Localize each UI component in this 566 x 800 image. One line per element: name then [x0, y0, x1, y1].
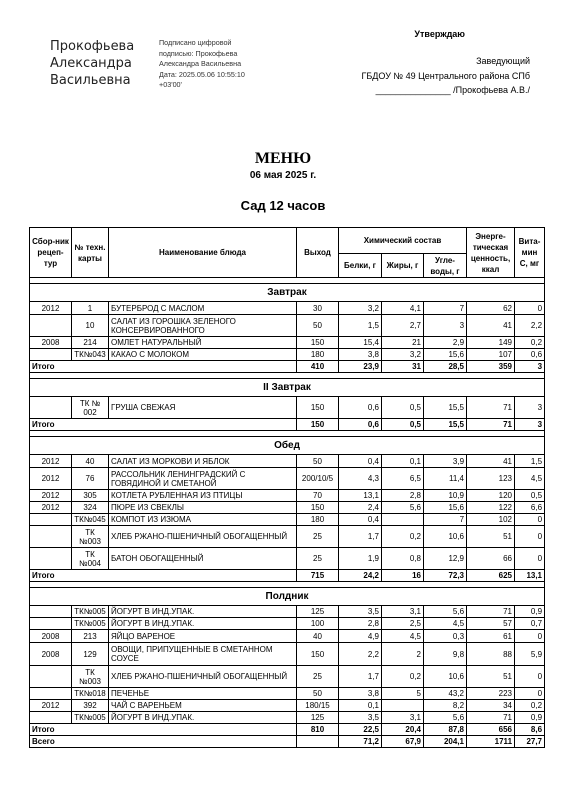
table-row	[30, 643, 545, 666]
total-u: 87,8	[424, 724, 467, 736]
cell-name: ЙОГУРТ В ИНД.УПАК.	[109, 712, 297, 724]
cell-zh: 0,8	[382, 548, 424, 570]
cell-s	[30, 526, 72, 548]
cell-s	[30, 618, 72, 630]
header-vyhod: Выход	[297, 228, 339, 278]
cell-out: 180	[297, 349, 339, 361]
cell-zh: 21	[382, 337, 424, 349]
grand-total-v: 27,7	[515, 736, 545, 748]
grand-total-zh: 67,9	[382, 736, 424, 748]
cell-zh: 3,2	[382, 349, 424, 361]
cell-s: 2012	[30, 455, 72, 468]
cell-name: КОМПОТ ИЗ ИЗЮМА	[109, 514, 297, 526]
cell-out: 40	[297, 630, 339, 643]
cell-v: 0	[515, 514, 545, 526]
section-title: Полдник	[30, 588, 545, 606]
cell-u: 5,6	[424, 606, 467, 618]
cell-out: 150	[297, 643, 339, 666]
cell-v: 0,2	[515, 337, 545, 349]
total-b: 24,2	[339, 570, 382, 582]
signature-info-line: Александра Васильевна	[159, 59, 242, 69]
cell-u: 3,9	[424, 455, 467, 468]
total-u: 28,5	[424, 361, 467, 373]
cell-e: 71	[467, 712, 515, 724]
cell-b: 1,7	[339, 666, 382, 688]
cell-u: 10,6	[424, 526, 467, 548]
cell-tk: ТК №003	[72, 526, 109, 548]
cell-s	[30, 688, 72, 700]
grand-total-b: 71,2	[339, 736, 382, 748]
cell-v: 0,9	[515, 606, 545, 618]
cell-out: 30	[297, 302, 339, 315]
cell-s: 2012	[30, 302, 72, 315]
cell-e: 41	[467, 455, 515, 468]
page-title: МЕНЮ	[254, 150, 312, 167]
cell-out: 70	[297, 490, 339, 502]
cell-zh: 4,1	[382, 302, 424, 315]
group-title: Сад 12 часов	[240, 198, 326, 213]
cell-zh: 2	[382, 643, 424, 666]
cell-v: 0,6	[515, 349, 545, 361]
total-e: 359	[467, 361, 515, 373]
header-vitamin: Вита-мин С, мг	[515, 228, 545, 278]
table-row	[30, 514, 545, 526]
total-row	[30, 570, 545, 582]
signature-info-line: Дата: 2025.05.06 10:55:10	[159, 69, 245, 79]
table-row	[30, 490, 545, 502]
cell-b: 3,2	[339, 302, 382, 315]
cell-e: 41	[467, 315, 515, 337]
cell-u: 0,3	[424, 630, 467, 643]
cell-out: 150	[297, 397, 339, 419]
cell-s	[30, 315, 72, 337]
cell-tk: 392	[72, 700, 109, 712]
cell-name: ЙОГУРТ В ИНД.УПАК.	[109, 618, 297, 630]
total-out: 410	[297, 361, 339, 373]
signature-info-line: подписью: Прокофьева	[159, 48, 238, 58]
cell-tk: ТК№045	[72, 514, 109, 526]
approval-line: ГБДОУ № 49 Центрального района СПб	[361, 70, 530, 81]
cell-v: 0	[515, 666, 545, 688]
cell-e: 62	[467, 302, 515, 315]
cell-b: 2,8	[339, 618, 382, 630]
approval-label: Утверждаю	[414, 29, 465, 39]
cell-v: 0	[515, 302, 545, 315]
cell-s	[30, 606, 72, 618]
cell-zh: 4,5	[382, 630, 424, 643]
cell-b: 13,1	[339, 490, 382, 502]
total-out: 810	[297, 724, 339, 736]
cell-zh: 2,8	[382, 490, 424, 502]
cell-v: 1,5	[515, 455, 545, 468]
cell-u: 15,6	[424, 502, 467, 514]
cell-out: 200/10/5	[297, 468, 339, 490]
cell-s: 2008	[30, 337, 72, 349]
signature-name-line: Васильевна	[50, 73, 131, 88]
total-e: 625	[467, 570, 515, 582]
approval-line: _______________ /Прокофьева А.В./	[375, 85, 530, 96]
total-zh: 20,4	[382, 724, 424, 736]
cell-tk: ТК № 002	[72, 397, 109, 419]
cell-b: 4,9	[339, 630, 382, 643]
cell-u: 12,9	[424, 548, 467, 570]
table-row	[30, 712, 545, 724]
cell-e: 51	[467, 526, 515, 548]
cell-b: 0,1	[339, 700, 382, 712]
table-row	[30, 349, 545, 361]
cell-e: 34	[467, 700, 515, 712]
cell-tk: ТК №004	[72, 548, 109, 570]
cell-b: 3,8	[339, 349, 382, 361]
table-row	[30, 455, 545, 468]
cell-e: 57	[467, 618, 515, 630]
table-row	[30, 397, 545, 419]
total-e: 656	[467, 724, 515, 736]
cell-b: 3,8	[339, 688, 382, 700]
cell-s	[30, 666, 72, 688]
cell-v: 5,9	[515, 643, 545, 666]
cell-b: 15,4	[339, 337, 382, 349]
cell-u: 9,8	[424, 643, 467, 666]
total-zh: 31	[382, 361, 424, 373]
cell-e: 71	[467, 397, 515, 419]
cell-s	[30, 712, 72, 724]
cell-s: 2008	[30, 643, 72, 666]
cell-tk: ТК№005	[72, 712, 109, 724]
cell-b: 3,5	[339, 606, 382, 618]
cell-name: ХЛЕБ РЖАНО-ПШЕНИЧНЫЙ ОБОГАЩЕННЫЙ	[109, 666, 297, 688]
cell-name: БУТЕРБРОД С МАСЛОМ	[109, 302, 297, 315]
header-uglevody: Угле-воды, г	[424, 254, 467, 278]
grand-total-out	[297, 736, 339, 748]
cell-b: 4,3	[339, 468, 382, 490]
total-e: 71	[467, 419, 515, 431]
cell-e: 120	[467, 490, 515, 502]
cell-s: 2012	[30, 502, 72, 514]
cell-b: 0,4	[339, 514, 382, 526]
total-label: Итого	[30, 570, 297, 582]
cell-out: 125	[297, 606, 339, 618]
section-title: Обед	[30, 437, 545, 455]
cell-tk: 76	[72, 468, 109, 490]
table-row	[30, 502, 545, 514]
cell-out: 50	[297, 455, 339, 468]
cell-name: КОТЛЕТА РУБЛЕННАЯ ИЗ ПТИЦЫ	[109, 490, 297, 502]
cell-zh: 2,5	[382, 618, 424, 630]
cell-b: 1,5	[339, 315, 382, 337]
cell-u: 7	[424, 302, 467, 315]
cell-zh: 6,5	[382, 468, 424, 490]
section-header-row	[30, 284, 545, 302]
table-row	[30, 618, 545, 630]
cell-e: 61	[467, 630, 515, 643]
cell-name: САЛАТ ИЗ МОРКОВИ И ЯБЛОК	[109, 455, 297, 468]
total-b: 23,9	[339, 361, 382, 373]
table-row	[30, 606, 545, 618]
cell-name: КАКАО С МОЛОКОМ	[109, 349, 297, 361]
total-label: Итого	[30, 361, 297, 373]
cell-zh: 0,5	[382, 397, 424, 419]
cell-u: 2,9	[424, 337, 467, 349]
total-out: 715	[297, 570, 339, 582]
cell-s	[30, 397, 72, 419]
total-v: 8,6	[515, 724, 545, 736]
cell-tk: 305	[72, 490, 109, 502]
section-header-row	[30, 379, 545, 397]
cell-name: ПЕЧЕНЬЕ	[109, 688, 297, 700]
cell-out: 50	[297, 688, 339, 700]
cell-name: ПЮРЕ ИЗ СВЕКЛЫ	[109, 502, 297, 514]
cell-u: 15,6	[424, 349, 467, 361]
table-row	[30, 700, 545, 712]
approval-line: Заведующий	[476, 56, 530, 66]
approval-block	[362, 54, 530, 98]
cell-zh: 3,1	[382, 606, 424, 618]
cell-b: 2,2	[339, 643, 382, 666]
cell-e: 71	[467, 606, 515, 618]
cell-zh: 5	[382, 688, 424, 700]
total-row	[30, 724, 545, 736]
total-u: 72,3	[424, 570, 467, 582]
total-u: 15,5	[424, 419, 467, 431]
cell-name: ГРУША СВЕЖАЯ	[109, 397, 297, 419]
cell-u: 8,2	[424, 700, 467, 712]
cell-v: 0,5	[515, 490, 545, 502]
cell-name: ХЛЕБ РЖАНО-ПШЕНИЧНЫЙ ОБОГАЩЕННЫЙ	[109, 526, 297, 548]
cell-e: 88	[467, 643, 515, 666]
cell-name: САЛАТ ИЗ ГОРОШКА ЗЕЛЕНОГО КОНСЕРВИРОВАННОГО	[109, 315, 297, 337]
signature-name	[50, 38, 150, 89]
cell-tk: 40	[72, 455, 109, 468]
table-row	[30, 468, 545, 490]
cell-e: 102	[467, 514, 515, 526]
cell-u: 10,9	[424, 490, 467, 502]
cell-tk: ТК№005	[72, 606, 109, 618]
cell-e: 51	[467, 666, 515, 688]
cell-tk: ТК№043	[72, 349, 109, 361]
cell-tk: 214	[72, 337, 109, 349]
cell-zh: 0,2	[382, 666, 424, 688]
cell-v: 0,9	[515, 712, 545, 724]
grand-total-label: Всего	[30, 736, 297, 748]
cell-s: 2012	[30, 700, 72, 712]
cell-out: 180	[297, 514, 339, 526]
cell-v: 0	[515, 688, 545, 700]
grand-total-e: 1711	[467, 736, 515, 748]
cell-out: 100	[297, 618, 339, 630]
total-label: Итого	[30, 724, 297, 736]
table-row	[30, 688, 545, 700]
cell-u: 15,5	[424, 397, 467, 419]
cell-u: 4,5	[424, 618, 467, 630]
cell-tk: ТК№005	[72, 618, 109, 630]
signature-info	[159, 38, 245, 91]
cell-zh: 0,2	[382, 526, 424, 548]
cell-name: ЙОГУРТ В ИНД.УПАК.	[109, 606, 297, 618]
section-header-row	[30, 437, 545, 455]
cell-v: 2,2	[515, 315, 545, 337]
header-energy: Энерге-тическая ценность, ккал	[467, 228, 515, 278]
cell-e: 107	[467, 349, 515, 361]
total-v: 3	[515, 419, 545, 431]
cell-zh	[382, 700, 424, 712]
cell-out: 25	[297, 666, 339, 688]
cell-out: 25	[297, 526, 339, 548]
section-title: II Завтрак	[30, 379, 545, 397]
header-name: Наименование блюда	[109, 228, 297, 278]
total-v: 3	[515, 361, 545, 373]
total-b: 22,5	[339, 724, 382, 736]
table-row	[30, 526, 545, 548]
section-title: Завтрак	[30, 284, 545, 302]
cell-zh: 5,6	[382, 502, 424, 514]
cell-e: 123	[467, 468, 515, 490]
cell-out: 180/15	[297, 700, 339, 712]
cell-b: 2,4	[339, 502, 382, 514]
cell-v: 0,7	[515, 618, 545, 630]
menu-date: 06 мая 2025 г.	[249, 170, 317, 181]
header-chem: Химический состав	[339, 228, 467, 254]
cell-b: 1,7	[339, 526, 382, 548]
total-row	[30, 361, 545, 373]
cell-s: 2008	[30, 630, 72, 643]
cell-s	[30, 548, 72, 570]
cell-name: ОМЛЕТ НАТУРАЛЬНЫЙ	[109, 337, 297, 349]
total-zh: 0,5	[382, 419, 424, 431]
cell-tk: ТК№018	[72, 688, 109, 700]
cell-out: 125	[297, 712, 339, 724]
table-row	[30, 630, 545, 643]
cell-out: 150	[297, 502, 339, 514]
cell-v: 0	[515, 526, 545, 548]
cell-out: 150	[297, 337, 339, 349]
cell-out: 50	[297, 315, 339, 337]
section-header-row	[30, 588, 545, 606]
cell-v: 6,6	[515, 502, 545, 514]
total-label: Итого	[30, 419, 297, 431]
menu-table	[29, 227, 545, 748]
cell-b: 0,6	[339, 397, 382, 419]
grand-total-row	[30, 736, 545, 748]
cell-out: 25	[297, 548, 339, 570]
total-zh: 16	[382, 570, 424, 582]
cell-s	[30, 349, 72, 361]
cell-v: 0	[515, 548, 545, 570]
signature-info-line: +03'00'	[159, 80, 182, 90]
cell-s	[30, 514, 72, 526]
cell-s: 2012	[30, 468, 72, 490]
cell-e: 122	[467, 502, 515, 514]
cell-zh: 3,1	[382, 712, 424, 724]
signature-name-line: Александра	[50, 56, 132, 71]
signature-info-line: Подписано цифровой	[159, 38, 232, 47]
cell-tk: ТК №003	[72, 666, 109, 688]
total-out: 150	[297, 419, 339, 431]
header-tk: № техн. карты	[72, 228, 109, 278]
cell-name: БАТОН ОБОГАЩЕННЫЙ	[109, 548, 297, 570]
cell-b: 0,4	[339, 455, 382, 468]
cell-tk: 1	[72, 302, 109, 315]
cell-zh	[382, 514, 424, 526]
cell-tk: 324	[72, 502, 109, 514]
cell-name: ЧАЙ С ВАРЕНЬЕМ	[109, 700, 297, 712]
cell-v: 3	[515, 397, 545, 419]
signature-name-line: Прокофьева	[50, 39, 135, 54]
cell-u: 5,6	[424, 712, 467, 724]
cell-tk: 213	[72, 630, 109, 643]
total-row	[30, 419, 545, 431]
table-row	[30, 548, 545, 570]
table-row	[30, 302, 545, 315]
cell-tk: 129	[72, 643, 109, 666]
cell-b: 1,9	[339, 548, 382, 570]
cell-u: 11,4	[424, 468, 467, 490]
cell-tk: 10	[72, 315, 109, 337]
cell-u: 10,6	[424, 666, 467, 688]
cell-u: 7	[424, 514, 467, 526]
table-row	[30, 666, 545, 688]
total-b: 0,6	[339, 419, 382, 431]
cell-e: 149	[467, 337, 515, 349]
cell-v: 0,2	[515, 700, 545, 712]
cell-u: 43,2	[424, 688, 467, 700]
cell-v: 4,5	[515, 468, 545, 490]
total-v: 13,1	[515, 570, 545, 582]
cell-s: 2012	[30, 490, 72, 502]
cell-name: ЯЙЦО ВАРЕНОЕ	[109, 630, 297, 643]
grand-total-u: 204,1	[424, 736, 467, 748]
cell-v: 0	[515, 630, 545, 643]
cell-u: 3	[424, 315, 467, 337]
cell-zh: 2,7	[382, 315, 424, 337]
header-belki: Белки, г	[339, 254, 382, 278]
cell-name: РАССОЛЬНИК ЛЕНИНГРАДСКИЙ С ГОВЯДИНОЙ И СМЕТАНОЙ	[109, 468, 297, 490]
table-row	[30, 337, 545, 349]
cell-zh: 0,1	[382, 455, 424, 468]
table-row	[30, 315, 545, 337]
cell-e: 223	[467, 688, 515, 700]
cell-name: ОВОЩИ, ПРИПУЩЕННЫЕ В СМЕТАННОМ СОУСЕ	[109, 643, 297, 666]
header-sbornik: Сбор-ник рецеп-тур	[30, 228, 72, 278]
cell-b: 3,5	[339, 712, 382, 724]
header-zhiry: Жиры, г	[382, 254, 424, 278]
cell-e: 66	[467, 548, 515, 570]
